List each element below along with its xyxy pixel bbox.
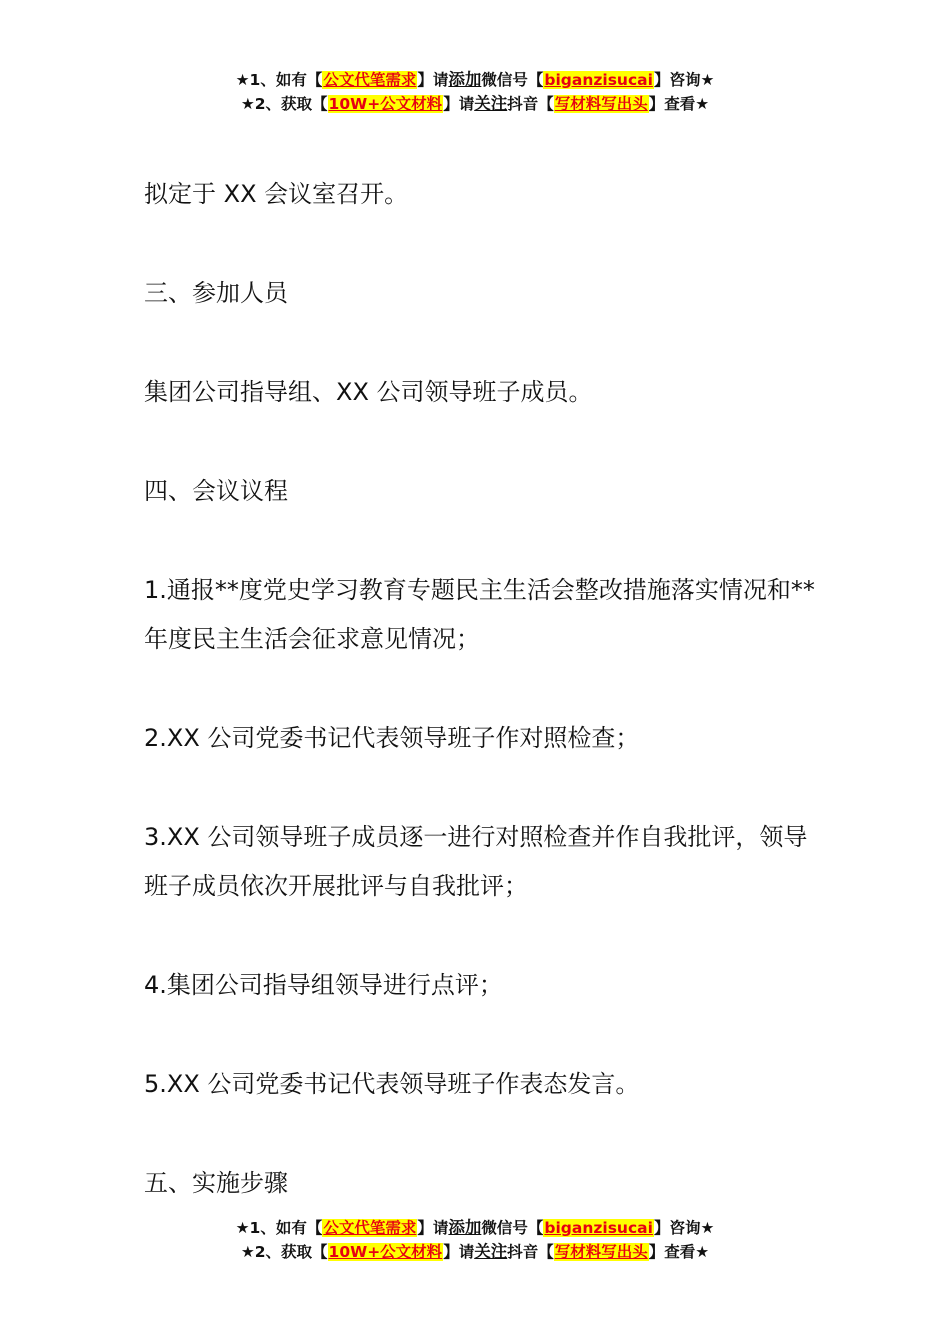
- banner-text: 抖音【: [507, 95, 554, 113]
- agenda-item: 1.通报**度党史学习教育专题民主生活会整改措施落实情况和**年度民主生活会征求意见情况；: [144, 576, 815, 653]
- banner-text: 】请: [443, 95, 475, 113]
- banner-text: 】查看★: [648, 1243, 710, 1261]
- paragraph: 集团公司指导组、XX 公司领导班子成员。: [144, 378, 593, 406]
- douyin-id-highlight: 写材料写出头: [554, 95, 648, 113]
- paragraph: 拟定于 XX 会议室召开。: [144, 180, 409, 208]
- banner-text: ★1、如有【: [235, 1219, 323, 1237]
- header-line-1: [0, 68, 950, 92]
- banner-text: ★2、获取【: [240, 95, 328, 113]
- wechat-id-highlight: biganzisucai: [544, 1219, 653, 1237]
- underlined-text: 关注: [474, 1242, 508, 1261]
- highlight-text: 10W+公文材料: [328, 1243, 443, 1261]
- banner-text: 】查看★: [648, 95, 710, 113]
- footer-banner: [0, 1216, 950, 1264]
- footer-line-1: [0, 1216, 950, 1240]
- banner-text: ★2、获取【: [240, 1243, 328, 1261]
- footer-line-2: [0, 1240, 950, 1264]
- banner-text: 抖音【: [507, 1243, 554, 1261]
- underlined-text: 添加: [448, 70, 482, 89]
- agenda-item: 3.XX 公司领导班子成员逐一进行对照检查并作自我批评，领导班子成员依次开展批评与自我批评；: [144, 823, 808, 900]
- agenda-item: 2.XX 公司党委书记代表领导班子作对照检查；: [144, 724, 640, 752]
- banner-text: ★1、如有【: [235, 71, 323, 89]
- document-body: [144, 170, 824, 1258]
- section-heading: 三、参加人员: [144, 279, 288, 307]
- section-heading: 四、会议议程: [144, 477, 288, 505]
- highlight-text: 公文代笔需求: [323, 1219, 417, 1237]
- highlight-text: 公文代笔需求: [323, 71, 417, 89]
- banner-text: 微信号【: [481, 1219, 544, 1237]
- wechat-id-highlight: biganzisucai: [544, 71, 653, 89]
- header-banner: [0, 68, 950, 116]
- agenda-item: 5.XX 公司党委书记代表领导班子作表态发言。: [144, 1070, 640, 1098]
- banner-text: 】请: [443, 1243, 475, 1261]
- banner-text: 】请: [417, 1219, 449, 1237]
- banner-text: 】请: [417, 71, 449, 89]
- section-heading: 五、实施步骤: [144, 1169, 288, 1197]
- banner-text: 】咨询★: [653, 1219, 715, 1237]
- douyin-id-highlight: 写材料写出头: [554, 1243, 648, 1261]
- underlined-text: 关注: [474, 94, 508, 113]
- banner-text: 】咨询★: [653, 71, 715, 89]
- banner-text: 微信号【: [481, 71, 544, 89]
- header-line-2: [0, 92, 950, 116]
- agenda-item: 4.集团公司指导组领导进行点评；: [144, 971, 503, 999]
- highlight-text: 10W+公文材料: [328, 95, 443, 113]
- underlined-text: 添加: [448, 1218, 482, 1237]
